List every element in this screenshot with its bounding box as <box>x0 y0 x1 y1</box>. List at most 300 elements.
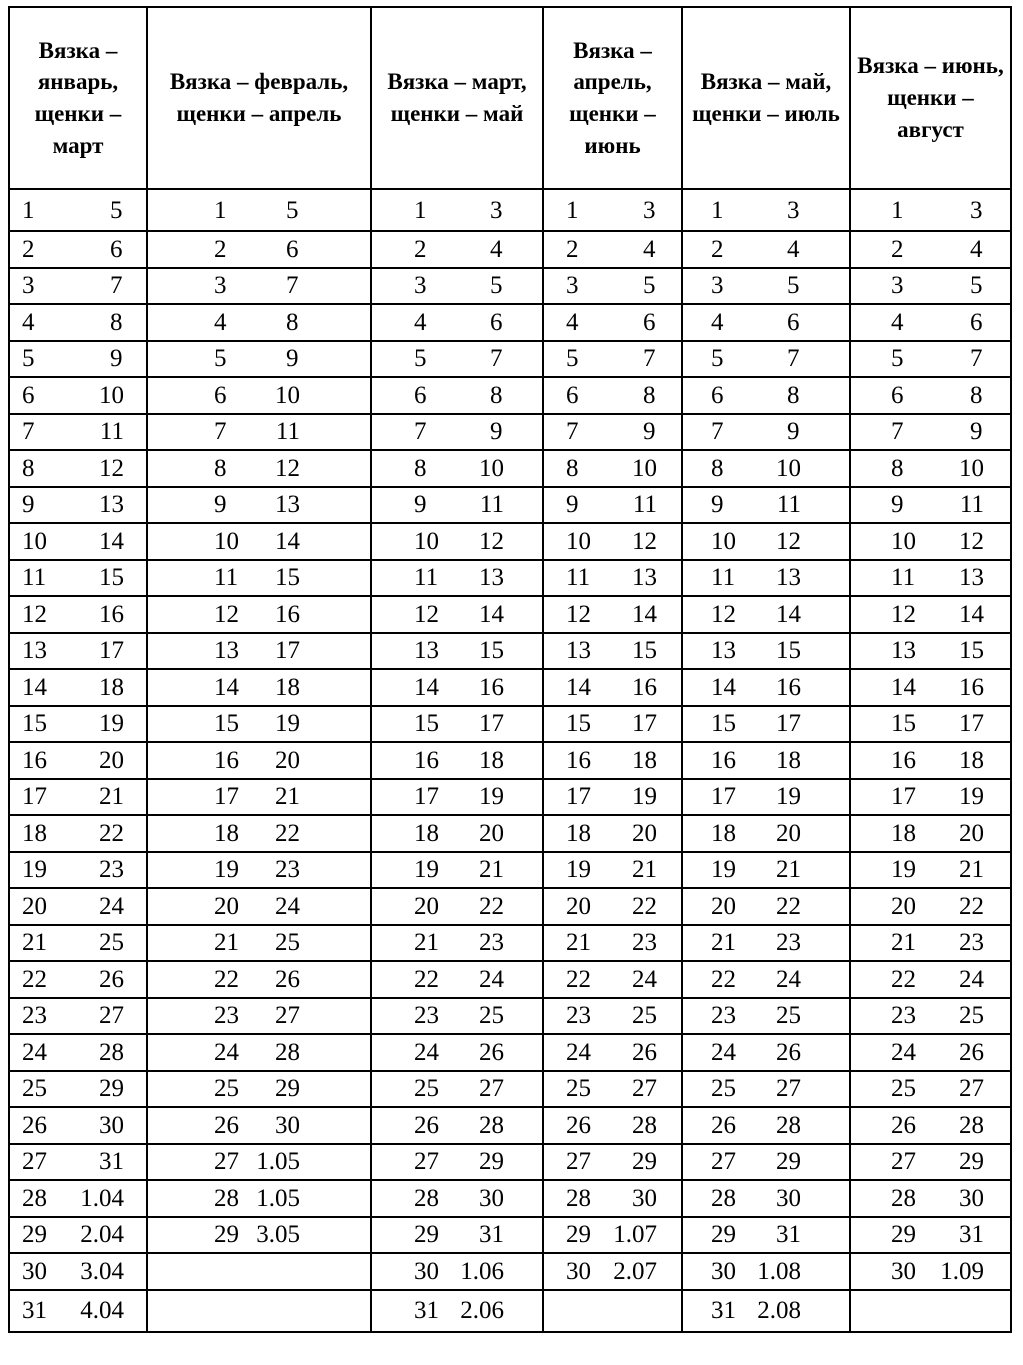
date-pair <box>10 638 146 663</box>
date-pair <box>544 492 681 517</box>
date-pair <box>683 1040 849 1065</box>
whelping-date: 13 <box>99 491 124 519</box>
whelping-date: 3 <box>490 196 503 224</box>
table-cell <box>147 487 371 524</box>
table-cell <box>682 450 850 487</box>
table-cell <box>850 231 1011 268</box>
table-row <box>9 961 1011 998</box>
date-pair <box>851 1259 1010 1284</box>
date-pair <box>544 1040 681 1065</box>
table-cell <box>147 596 371 633</box>
whelping-date: 26 <box>959 1038 984 1066</box>
mating-day: 15 <box>414 710 439 738</box>
table-cell <box>850 961 1011 998</box>
mating-day: 22 <box>22 965 47 993</box>
date-pair <box>851 894 1010 919</box>
mating-day: 22 <box>566 965 591 993</box>
mating-day: 6 <box>414 381 427 409</box>
whelping-date: 10 <box>99 381 124 409</box>
table-cell <box>850 377 1011 414</box>
date-pair <box>10 237 146 262</box>
date-pair <box>148 419 370 444</box>
date-pair <box>10 492 146 517</box>
whelping-date: 7 <box>643 345 656 373</box>
mating-day: 25 <box>214 1075 239 1103</box>
mating-day: 4 <box>711 308 724 336</box>
column-header-february <box>147 7 371 189</box>
mating-day: 7 <box>22 418 35 446</box>
whelping-date: 28 <box>776 1111 801 1139</box>
table-cell <box>371 523 543 560</box>
mating-day: 15 <box>711 710 736 738</box>
column-header-january <box>9 7 147 189</box>
date-pair <box>851 1222 1010 1247</box>
mating-day: 3 <box>711 272 724 300</box>
whelping-date: 8 <box>490 381 503 409</box>
mating-day: 3 <box>891 272 904 300</box>
table-row <box>9 377 1011 414</box>
table-body <box>9 189 1011 1332</box>
table-cell <box>9 450 147 487</box>
whelping-date: 13 <box>776 564 801 592</box>
date-pair <box>683 237 849 262</box>
table-row <box>9 1217 1011 1254</box>
table-cell <box>9 998 147 1035</box>
date-pair <box>148 273 370 298</box>
table-cell <box>850 1253 1011 1290</box>
mating-day: 9 <box>891 491 904 519</box>
mating-day: 8 <box>414 454 427 482</box>
table-cell <box>371 888 543 925</box>
whelping-date: 25 <box>99 929 124 957</box>
mating-day: 16 <box>711 746 736 774</box>
date-pair <box>372 565 542 590</box>
table-cell <box>543 268 682 305</box>
table-cell <box>9 1180 147 1217</box>
table-cell <box>147 852 371 889</box>
table-cell <box>147 1144 371 1181</box>
mating-day: 19 <box>891 856 916 884</box>
table-cell <box>850 998 1011 1035</box>
mating-day: 21 <box>891 929 916 957</box>
whelping-date: 26 <box>275 965 300 993</box>
whelping-date: 26 <box>776 1038 801 1066</box>
whelping-date: 16 <box>776 673 801 701</box>
mating-day: 31 <box>711 1297 736 1324</box>
mating-day: 10 <box>22 527 47 555</box>
date-pair <box>372 711 542 736</box>
table-cell <box>850 268 1011 305</box>
date-pair <box>148 346 370 371</box>
mating-day: 1 <box>711 196 724 224</box>
mating-day: 14 <box>891 673 916 701</box>
date-pair <box>372 1040 542 1065</box>
whelping-date: 4 <box>787 235 800 263</box>
table-row <box>9 450 1011 487</box>
table-cell <box>850 189 1011 231</box>
whelping-date: 30 <box>959 1184 984 1212</box>
table-cell <box>9 669 147 706</box>
table-cell <box>147 1071 371 1108</box>
date-pair <box>148 1113 370 1138</box>
date-pair <box>683 894 849 919</box>
date-pair <box>683 419 849 444</box>
date-pair <box>10 1186 146 1211</box>
mating-day: 15 <box>566 710 591 738</box>
mating-day: 26 <box>566 1111 591 1139</box>
table-cell <box>147 669 371 706</box>
table-row <box>9 1290 1011 1332</box>
table-cell <box>9 523 147 560</box>
whelping-date: 7 <box>286 272 299 300</box>
date-pair <box>148 565 370 590</box>
whelping-date: 1.04 <box>80 1184 124 1212</box>
mating-day: 6 <box>891 381 904 409</box>
whelping-date: 28 <box>99 1038 124 1066</box>
whelping-date: 1.09 <box>940 1257 984 1285</box>
date-pair <box>10 857 146 882</box>
table-cell <box>543 596 682 633</box>
whelping-date: 19 <box>99 710 124 738</box>
whelping-date: 29 <box>99 1075 124 1103</box>
table-cell <box>147 1180 371 1217</box>
table-row <box>9 523 1011 560</box>
mating-day: 28 <box>214 1184 239 1212</box>
whelping-date: 2.08 <box>757 1297 801 1324</box>
date-pair <box>683 273 849 298</box>
mating-day: 18 <box>414 819 439 847</box>
mating-day: 25 <box>566 1075 591 1103</box>
table-row <box>9 596 1011 633</box>
mating-day: 15 <box>214 710 239 738</box>
mating-day: 1 <box>22 196 35 224</box>
date-pair <box>544 711 681 736</box>
table-cell <box>543 450 682 487</box>
date-pair <box>10 1003 146 1028</box>
date-pair <box>148 894 370 919</box>
date-pair <box>372 383 542 408</box>
whelping-date: 5 <box>490 272 503 300</box>
mating-day: 20 <box>566 892 591 920</box>
column-header-label: Вязка – февраль, щенки – апрель <box>169 69 349 126</box>
whelping-date: 14 <box>275 527 300 555</box>
whelping-date: 2.06 <box>460 1297 504 1324</box>
table-cell <box>371 1217 543 1254</box>
table-cell <box>371 961 543 998</box>
date-pair <box>851 237 1010 262</box>
table-cell <box>850 1217 1011 1254</box>
date-pair <box>683 456 849 481</box>
table-cell <box>9 888 147 925</box>
date-pair <box>10 310 146 335</box>
whelping-date: 14 <box>776 600 801 628</box>
date-pair <box>683 346 849 371</box>
table-row <box>9 231 1011 268</box>
table-cell <box>9 706 147 743</box>
date-pair <box>544 1113 681 1138</box>
whelping-date: 9 <box>490 418 503 446</box>
date-pair <box>372 821 542 846</box>
mating-day: 16 <box>414 746 439 774</box>
whelping-date: 14 <box>99 527 124 555</box>
date-pair <box>851 675 1010 700</box>
whelping-date: 8 <box>970 381 983 409</box>
date-pair <box>372 857 542 882</box>
whelping-date: 15 <box>776 637 801 665</box>
whelping-date: 27 <box>479 1075 504 1103</box>
whelping-date: 20 <box>632 819 657 847</box>
table-cell <box>850 852 1011 889</box>
table-cell <box>9 633 147 670</box>
table-row <box>9 1144 1011 1181</box>
whelping-date: 17 <box>959 710 984 738</box>
mating-day: 2 <box>566 235 579 263</box>
mating-day: 18 <box>22 819 47 847</box>
date-pair <box>10 346 146 371</box>
whelping-date: 4.04 <box>80 1297 124 1324</box>
date-pair <box>148 492 370 517</box>
table-cell <box>850 450 1011 487</box>
date-pair <box>372 310 542 335</box>
table-cell <box>371 1034 543 1071</box>
table-row <box>9 414 1011 451</box>
date-pair <box>148 310 370 335</box>
mating-day: 3 <box>22 272 35 300</box>
mating-day: 13 <box>566 637 591 665</box>
mating-day: 22 <box>414 965 439 993</box>
table-row <box>9 815 1011 852</box>
mating-day: 22 <box>891 965 916 993</box>
table-cell <box>371 596 543 633</box>
whelping-date: 13 <box>632 564 657 592</box>
table-cell <box>9 560 147 597</box>
table-cell <box>371 341 543 378</box>
whelping-date: 6 <box>643 308 656 336</box>
mating-day: 4 <box>414 308 427 336</box>
date-pair <box>10 1298 146 1323</box>
whelping-date: 5 <box>970 272 983 300</box>
table-cell <box>9 189 147 231</box>
table-row <box>9 633 1011 670</box>
whelping-date: 21 <box>632 856 657 884</box>
whelping-date: 15 <box>959 637 984 665</box>
date-pair <box>683 383 849 408</box>
table-cell <box>147 815 371 852</box>
whelping-date: 10 <box>275 381 300 409</box>
whelping-date: 8 <box>286 308 299 336</box>
whelping-date: 18 <box>99 673 124 701</box>
table-row <box>9 1253 1011 1290</box>
date-pair <box>372 456 542 481</box>
table-row <box>9 669 1011 706</box>
table-row <box>9 742 1011 779</box>
table-row <box>9 189 1011 231</box>
date-pair <box>544 383 681 408</box>
table-cell <box>9 925 147 962</box>
date-pair <box>683 967 849 992</box>
mating-day: 26 <box>22 1111 47 1139</box>
whelping-date: 29 <box>776 1148 801 1176</box>
table-cell <box>850 1107 1011 1144</box>
date-pair <box>148 602 370 627</box>
date-pair <box>851 456 1010 481</box>
table-cell <box>543 888 682 925</box>
table-cell <box>682 268 850 305</box>
table-cell <box>682 852 850 889</box>
mating-day: 21 <box>566 929 591 957</box>
table-cell <box>543 925 682 962</box>
mating-day: 24 <box>566 1038 591 1066</box>
whelping-date: 15 <box>632 637 657 665</box>
table-cell <box>147 304 371 341</box>
table-cell <box>371 815 543 852</box>
date-pair <box>544 529 681 554</box>
mating-day: 5 <box>711 345 724 373</box>
table-cell <box>543 1034 682 1071</box>
date-pair <box>148 675 370 700</box>
whelping-date: 29 <box>959 1148 984 1176</box>
date-pair <box>544 602 681 627</box>
mating-day: 2 <box>891 235 904 263</box>
date-pair <box>148 748 370 773</box>
mating-day: 19 <box>414 856 439 884</box>
whelping-date: 1.05 <box>256 1148 300 1176</box>
table-cell <box>682 1107 850 1144</box>
mating-day: 27 <box>891 1148 916 1176</box>
mating-day: 24 <box>22 1038 47 1066</box>
mating-day: 30 <box>891 1257 916 1285</box>
mating-day: 17 <box>414 783 439 811</box>
whelping-date: 18 <box>959 746 984 774</box>
whelping-date: 28 <box>959 1111 984 1139</box>
table-cell <box>9 414 147 451</box>
mating-day: 4 <box>214 308 227 336</box>
whelping-date: 12 <box>479 527 504 555</box>
table-cell <box>682 189 850 231</box>
table-row <box>9 1034 1011 1071</box>
date-pair <box>10 748 146 773</box>
mating-day: 16 <box>22 746 47 774</box>
table-cell <box>9 742 147 779</box>
table-cell <box>682 560 850 597</box>
whelping-date: 16 <box>479 673 504 701</box>
table-cell <box>850 669 1011 706</box>
date-pair <box>544 894 681 919</box>
table-cell <box>682 1253 850 1290</box>
mating-day: 20 <box>214 892 239 920</box>
mating-day: 10 <box>566 527 591 555</box>
table-cell <box>147 523 371 560</box>
table-cell <box>371 304 543 341</box>
mating-day: 19 <box>22 856 47 884</box>
whelping-date: 30 <box>479 1184 504 1212</box>
whelping-date: 29 <box>479 1148 504 1176</box>
mating-day: 21 <box>711 929 736 957</box>
date-pair <box>148 529 370 554</box>
table-cell <box>682 596 850 633</box>
date-pair <box>372 529 542 554</box>
whelping-date: 22 <box>99 819 124 847</box>
mating-day: 29 <box>414 1221 439 1249</box>
table-cell <box>850 815 1011 852</box>
table-cell <box>371 1290 543 1332</box>
whelping-date: 5 <box>643 272 656 300</box>
date-pair <box>683 1298 849 1323</box>
column-header-label: Вязка – апрель, щенки – июнь <box>569 37 656 158</box>
table-cell <box>147 414 371 451</box>
whelping-date: 31 <box>479 1221 504 1249</box>
date-pair <box>372 273 542 298</box>
date-pair <box>544 857 681 882</box>
date-pair <box>683 821 849 846</box>
date-pair <box>372 198 542 223</box>
mating-day: 8 <box>711 454 724 482</box>
mating-day: 30 <box>566 1257 591 1285</box>
date-pair <box>683 310 849 335</box>
date-pair <box>372 675 542 700</box>
whelping-date: 2.04 <box>80 1221 124 1249</box>
date-pair <box>544 967 681 992</box>
whelping-date: 1.06 <box>460 1257 504 1285</box>
mating-day: 11 <box>22 564 47 592</box>
table-cell <box>543 414 682 451</box>
date-pair <box>544 346 681 371</box>
whelping-date: 16 <box>632 673 657 701</box>
date-pair <box>683 1186 849 1211</box>
whelping-date: 19 <box>275 710 300 738</box>
whelping-date: 23 <box>99 856 124 884</box>
date-pair <box>148 383 370 408</box>
table-cell <box>371 669 543 706</box>
table-cell <box>371 414 543 451</box>
date-pair <box>372 1259 542 1284</box>
whelping-date: 4 <box>490 235 503 263</box>
table-cell <box>682 304 850 341</box>
whelping-date: 28 <box>632 1111 657 1139</box>
date-pair <box>10 1113 146 1138</box>
table-cell <box>543 231 682 268</box>
whelping-date: 21 <box>275 783 300 811</box>
table-cell <box>9 596 147 633</box>
date-pair <box>372 967 542 992</box>
date-pair <box>851 383 1010 408</box>
date-pair <box>683 748 849 773</box>
whelping-date: 24 <box>632 965 657 993</box>
table-row <box>9 852 1011 889</box>
whelping-date: 20 <box>776 819 801 847</box>
whelping-date: 27 <box>275 1002 300 1030</box>
table-cell <box>147 377 371 414</box>
table-cell <box>371 925 543 962</box>
table-cell <box>682 633 850 670</box>
mating-day: 23 <box>566 1002 591 1030</box>
table-cell <box>371 1071 543 1108</box>
table-cell <box>147 1253 371 1290</box>
table-cell <box>9 1144 147 1181</box>
mating-day: 1 <box>566 196 579 224</box>
table-cell <box>850 560 1011 597</box>
mating-day: 26 <box>891 1111 916 1139</box>
date-pair <box>148 237 370 262</box>
whelping-date: 19 <box>632 783 657 811</box>
table-row <box>9 341 1011 378</box>
whelping-date: 21 <box>99 783 124 811</box>
date-pair <box>851 1040 1010 1065</box>
mating-day: 5 <box>214 345 227 373</box>
date-pair <box>544 1222 681 1247</box>
whelping-date: 29 <box>632 1148 657 1176</box>
mating-day: 4 <box>22 308 35 336</box>
